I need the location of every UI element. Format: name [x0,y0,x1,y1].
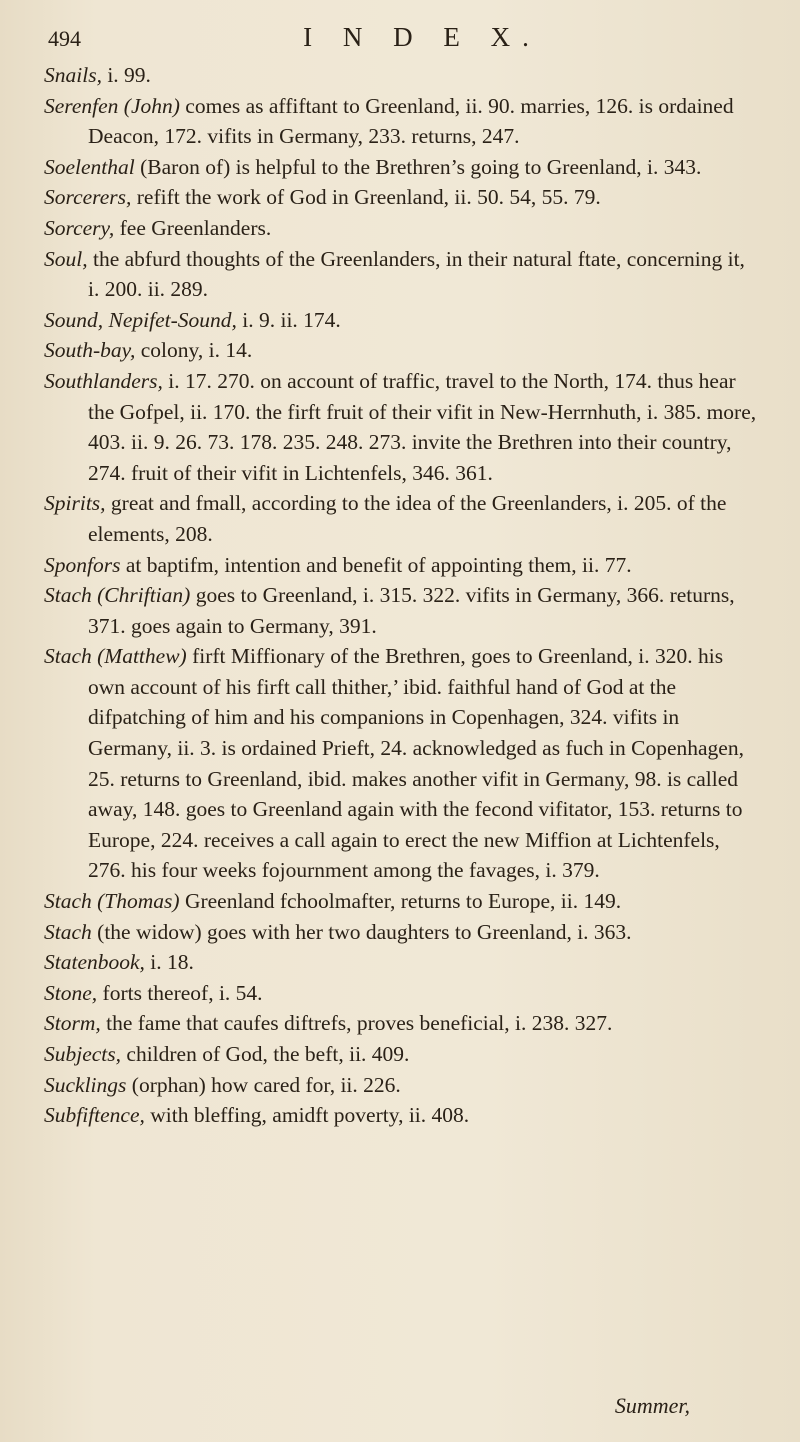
index-entry [44,152,760,183]
index-entry [44,1070,760,1101]
index-entry [44,917,760,948]
entry-headword: Serenfen (John) [44,93,180,118]
entry-headword: Stach [44,919,92,944]
entry-text: the abfurd thoughts of the Greenlanders, in their natural ftate, concerning it, i. 200. ii. 289. [87,246,745,302]
entry-headword: Stone, [44,980,98,1005]
catchword: Summer, [614,1393,690,1418]
index-entry [44,886,760,917]
entry-headword: Subfiftence, [44,1103,145,1128]
entry-text: goes to Greenland, i. 315. 322. vifits in Germany, 366. returns, 371. goes again to Germany, 391. [88,583,735,638]
index-entry [44,366,760,488]
index-entry [44,91,760,152]
index-entry [44,978,760,1009]
entry-headword: Stach (Thomas) [44,889,180,914]
entry-text: comes as affiftant to Greenland, ii. 90. marries, 126. is ordained Deacon, 172. vifits in Germany, 233. returns, 247. [88,93,734,149]
entry-text: forts thereof, i. 54. [97,980,263,1005]
entry-text: the fame that caufes diftrefs, proves beneficial, i. 238. 327. [100,1011,613,1036]
index-entry [44,213,760,244]
entry-text: firft Miffionary of the Brethren, goes to Greenland, i. 320. his own account of his firft call thither,’ ibid. faithful hand of God at the difpatching of him and his companions in Copenhagen, 324. vifits in Germany, ii. 3. is ordained Prieft, 24. acknowledged as fuch in Copenhagen, 25. returns to Greenland, ibid. makes another vifit in Germany, 98. is called away, 148. goes to Greenland again with the fecond vifitator, 153. returns to Europe, 224. receives a call again to erect the new Miffion at Lichtenfels, 276. his four weeks fojournment among the favages, i. 379. [88,644,744,883]
entry-text: i. 18. [144,950,194,975]
entry-text: children of God, the beft, ii. 409. [121,1042,410,1066]
entry-text: at baptifm, intention and benefit of appointing them, ii. 77. [120,552,632,577]
index-entry [44,550,760,581]
page-header [44,22,760,52]
entry-text: great and fmall, according to the idea of the Greenlanders, i. 205. of the elements, 208. [88,491,727,546]
index-entry [44,305,760,336]
index-entry [44,1008,760,1039]
index-entry [44,244,760,305]
index-entry [44,335,760,366]
entry-headword: Spirits, [44,491,106,516]
entry-headword: South-bay, [44,338,136,363]
entry-headword: Statenbook, [44,950,145,975]
index-entry [44,641,760,886]
index-entry [44,60,760,91]
entry-text: (Baron of) is helpful to the Brethren’s going to Greenland, i. 343. [134,154,702,179]
entry-text: (the widow) goes with her two daughters to Greenland, i. 363. [91,919,632,944]
entry-headword: Southlanders, [44,368,163,393]
entry-headword: Stach (Chriftian) [44,583,191,608]
entry-text: i. 17. 270. on account of traffic, travel to the North, 174. thus hear the Gofpel, ii. 170. the firft fruit of their vifit in New-Herrnhuth, i. 385. more, 403. ii. 9. 26. 73. 178. 235. 248. 273. invite the Brethren into their country, 274. fruit of their vifit in Lichtenfels, 346. 361. [88,368,757,485]
index-entry [44,947,760,978]
index-entries [44,60,760,1131]
entry-headword: Sorcery, [44,215,115,240]
index-entry [44,1039,760,1070]
entry-headword: Sponfors [44,552,121,577]
entry-headword: Snails, [44,63,102,87]
index-entry [44,182,760,213]
entry-headword: Storm, [44,1011,101,1036]
page-number: 494 [48,26,81,51]
index-entry [44,1100,760,1131]
entry-headword: Stach (Matthew) [44,644,187,669]
entry-text: Greenland fchoolmafter, returns to Europe, ii. 149. [179,889,622,914]
entry-headword: Soelenthal [44,154,135,179]
index-entry [44,488,760,549]
entry-headword: Sorcerers, [44,185,132,210]
entry-text: (orphan) how cared for, ii. 226. [126,1072,401,1097]
entry-headword: Sound, Nepifet-Sound, [44,307,237,332]
running-title: I N D E X. [303,22,541,52]
entry-text: refift the work of God in Greenland, ii. 50. 54, 55. 79. [131,185,601,210]
entry-headword: Sucklings [44,1072,127,1097]
entry-text: fee Greenlanders. [114,215,272,240]
entry-headword: Soul, [44,246,88,271]
index-entry [44,580,760,641]
entry-text: colony, i. 14. [135,338,253,363]
entry-text: i. 9. ii. 174. [236,307,341,332]
entry-text: i. 99. [101,63,151,87]
entry-text: with bleffing, amidft poverty, ii. 408. [144,1103,470,1128]
entry-headword: Subjects, [44,1042,122,1066]
